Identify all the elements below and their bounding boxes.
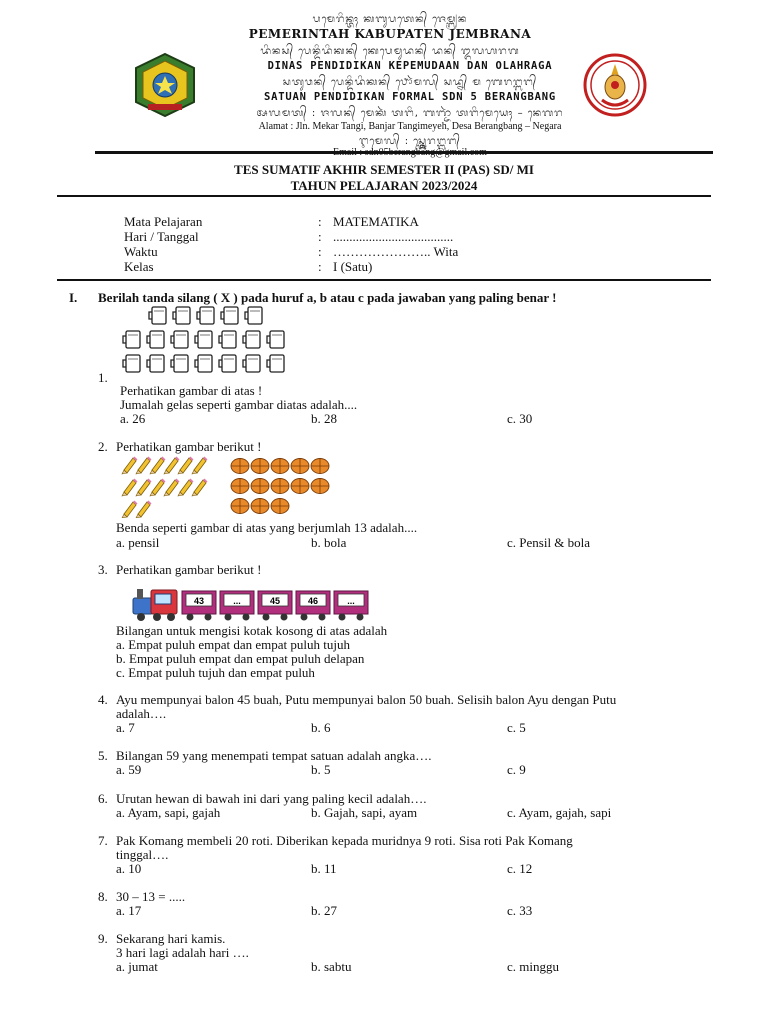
question-number: 5. (98, 748, 108, 763)
option-a[interactable]: a. Ayam, sapi, gajah (116, 805, 221, 820)
question-text: Perhatikan gambar di atas ! (120, 383, 263, 398)
option-c[interactable]: c. 5 (507, 720, 526, 735)
option-c[interactable]: c. minggu (507, 959, 559, 974)
wagon-number-blank: ... (233, 596, 241, 606)
balinese-script-line: ᬇᬫᬾᬮ᭄ : ᬲ᭄ᬤ᭄ᬦ᭄ᬩᬾᬭᬗ᭄ᬩᬗ᭄ (359, 136, 461, 147)
glass-icon (221, 307, 238, 324)
glass-icon (171, 331, 188, 348)
option-a[interactable]: a. 17 (116, 903, 142, 918)
glass-icon (173, 307, 190, 324)
glasses-picture (120, 305, 290, 377)
info-value: MATEMATIKA (333, 214, 419, 229)
letterhead-divider (95, 151, 713, 154)
question-text: Jumalah gelas seperti gambar diatas adalah.... (120, 397, 358, 412)
option-b[interactable]: b. Empat puluh empat dan empat puluh delapan (116, 651, 365, 666)
department-name: DINAS PENDIDIKAN KEPEMUDAAN DAN OLAHRAGA (267, 60, 553, 72)
option-a[interactable]: a. pensil (116, 535, 160, 550)
balls-picture (230, 456, 335, 516)
pencil-icon (192, 479, 208, 497)
pencil-icon (178, 479, 194, 497)
question-text: Ayu mempunyai balon 45 buah, Putu mempunyai balon 50 buah. Selisih balon Ayu dengan Putu (116, 692, 617, 707)
option-b[interactable]: b. 6 (311, 720, 331, 735)
question-number: 2. (98, 439, 108, 454)
question-text: Perhatikan gambar berikut ! (116, 562, 262, 577)
option-c[interactable]: c. Pensil & bola (507, 535, 591, 550)
glass-icon (149, 307, 166, 324)
option-b[interactable]: b. 11 (311, 861, 337, 876)
pencil-icon (150, 479, 166, 497)
option-c[interactable]: c. Ayam, gajah, sapi (507, 805, 612, 820)
wagon-number: 43 (193, 596, 205, 606)
pencil-icon (164, 457, 180, 475)
option-b[interactable]: b. bola (311, 535, 347, 550)
option-b[interactable]: b. sabtu (311, 959, 352, 974)
info-label: Mata Pelajaran (124, 214, 203, 229)
info-colon: : (318, 214, 322, 229)
regency-emblem-icon (132, 52, 198, 118)
pencil-icon (164, 479, 180, 497)
question-text: Perhatikan gambar berikut ! (116, 439, 262, 454)
question-number: 9. (98, 931, 108, 946)
ball-icon (311, 459, 329, 474)
option-a[interactable]: a. Empat puluh empat dan empat puluh tujuh (116, 637, 350, 652)
glass-icon (243, 331, 260, 348)
option-b[interactable]: b. Gajah, sapi, ayam (311, 805, 418, 820)
ball-icon (291, 459, 309, 474)
option-c[interactable]: c. 33 (507, 903, 533, 918)
question-text: Urutan hewan di bawah ini dari yang paling kecil adalah…. (116, 791, 427, 806)
pencil-icon (150, 457, 166, 475)
glass-icon (245, 307, 262, 324)
ball-icon (291, 479, 309, 494)
question-text: tinggal…. (116, 847, 169, 862)
question-text: 30 – 13 = ..... (116, 889, 186, 904)
ball-icon (271, 459, 289, 474)
pencil-icon (122, 479, 138, 497)
question-number: 3. (98, 562, 108, 577)
info-value: ………………….. Wita (333, 244, 459, 259)
pencil-icon (136, 501, 152, 519)
pencils-picture (120, 456, 210, 518)
glass-icon (195, 355, 212, 372)
option-b[interactable]: b. 5 (311, 762, 331, 777)
info-value: ..................................... (333, 229, 454, 244)
section-instruction: Berilah tanda silang ( X ) pada huruf a, b atau c pada jawaban yang paling benar ! (98, 290, 557, 305)
question-text: Benda seperti gambar di atas yang berjumlah 13 adalah.... (116, 520, 418, 535)
option-a[interactable]: a. 26 (120, 411, 146, 426)
balinese-script-line: ᬅᬮᬫᬢ᭄ : ᬚᬮᬦ᭄ ᬫᬾᬓᬃ ᬢᬗᬶ, ᬩᬜ᭄ᬚᬃ ᬢᬗᬶᬫᬾᬬᬾᬄ – ᬦᬾᬕᬭ (256, 108, 564, 119)
glass-icon (147, 355, 164, 372)
balinese-script-line: ᬤᬶᬦᬲ᭄ ᬧᬾᬦ᭄ᬤᬶᬤᬶᬓᬦ᭄ ᬓᬾᬧᬾᬫᬸᬤᬦ᭄ ᬤᬦ᭄ ᬑᬮᬳᬭᬕ (260, 46, 520, 57)
balinese-script-line: ᬲᬢᬸᬯᬦ᭄ ᬧᬾᬦ᭄ᬤᬶᬤᬶᬓᬦ᭄ ᬨᭀᬃᬫᬮ᭄ ᬲᬤ᭄ᬦ᭄ ᬫ ᬩᬾᬭᬗ᭄ᬩᬗ᭄ (282, 77, 538, 88)
ball-icon (271, 499, 289, 514)
wagon-number: 45 (269, 596, 281, 606)
question-number: 7. (98, 833, 108, 848)
glass-icon (195, 331, 212, 348)
pencil-icon (178, 457, 194, 475)
question-text: adalah…. (116, 706, 167, 721)
pencil-icon (136, 457, 152, 475)
glass-icon (219, 355, 236, 372)
glass-icon (123, 331, 140, 348)
train-wagons (182, 591, 368, 621)
info-colon: : (318, 259, 322, 274)
ball-icon (251, 479, 269, 494)
option-a[interactable]: a. jumat (116, 959, 158, 974)
balinese-script-line: ᬧᬫᬾᬭᬶᬦ᭄ᬢᬄ ᬓᬩᬸᬧᬢᬾᬦ᭄ ᬚᬾᬫ᭄ᬩ᭄ᬭᬦ (312, 14, 468, 25)
question-number: 1. (98, 370, 108, 385)
option-b[interactable]: b. 28 (311, 411, 337, 426)
info-colon: : (318, 244, 322, 259)
school-year: TAHUN PELAJARAN 2023/2024 (290, 178, 478, 193)
ball-icon (251, 459, 269, 474)
question-text: Bilangan untuk mengisi kotak kosong di atas adalah (116, 623, 388, 638)
option-c[interactable]: c. 30 (507, 411, 533, 426)
info-colon: : (318, 229, 322, 244)
question-text: Pak Komang membeli 20 roti. Diberikan kepada muridnya 9 roti. Sisa roti Pak Komang (116, 833, 573, 848)
ball-icon (231, 479, 249, 494)
info-value: I (Satu) (333, 259, 373, 274)
glass-icon (197, 307, 214, 324)
glass-icon (147, 331, 164, 348)
info-label: Waktu (124, 244, 158, 259)
glass-icon (123, 355, 140, 372)
government-name: PEMERINTAH KABUPATEN JEMBRANA (248, 27, 532, 41)
question-number: 6. (98, 791, 108, 806)
ball-icon (311, 479, 329, 494)
section-numeral: I. (69, 290, 78, 305)
pencil-icon (192, 457, 208, 475)
glass-icon (267, 355, 284, 372)
option-b[interactable]: b. 27 (311, 903, 337, 918)
question-text: Bilangan 59 yang menempati tempat satuan adalah angka…. (116, 748, 432, 763)
title-divider (57, 195, 711, 197)
wagon-number-blank: ... (347, 596, 355, 606)
school-name: SATUAN PENDIDIKAN FORMAL SDN 5 BERANGBANG (264, 91, 556, 103)
glass-icon (267, 331, 284, 348)
option-c[interactable]: c. 12 (507, 861, 533, 876)
glass-icon (243, 355, 260, 372)
option-c[interactable]: c. Empat puluh tujuh dan empat puluh (116, 665, 315, 680)
pencil-icon (122, 501, 138, 519)
question-text: Sekarang hari kamis. (116, 931, 226, 946)
option-a[interactable]: a. 59 (116, 762, 142, 777)
info-label: Kelas (124, 259, 154, 274)
school-emblem-icon (582, 52, 648, 118)
pencil-icon (122, 457, 138, 475)
pencil-icon (136, 479, 152, 497)
option-a[interactable]: a. 10 (116, 861, 142, 876)
exam-title: TES SUMATIF AKHIR SEMESTER II (PAS) SD/ MI (234, 162, 534, 177)
wagon-number: 46 (307, 596, 319, 606)
ball-icon (251, 499, 269, 514)
question-number: 8. (98, 889, 108, 904)
option-c[interactable]: c. 9 (507, 762, 526, 777)
info-label: Hari / Tanggal (124, 229, 199, 244)
option-a[interactable]: a. 7 (116, 720, 135, 735)
info-divider (57, 279, 711, 281)
ball-icon (231, 499, 249, 514)
number-train-picture (127, 586, 377, 622)
school-address: Alamat : Jln. Mekar Tangi, Banjar Tangimeyeh, Desa Berangbang – Negara (258, 121, 562, 132)
glass-icon (171, 355, 188, 372)
question-number: 4. (98, 692, 108, 707)
ball-icon (271, 479, 289, 494)
glass-icon (219, 331, 236, 348)
ball-icon (231, 459, 249, 474)
question-text: 3 hari lagi adalah hari …. (116, 945, 249, 960)
